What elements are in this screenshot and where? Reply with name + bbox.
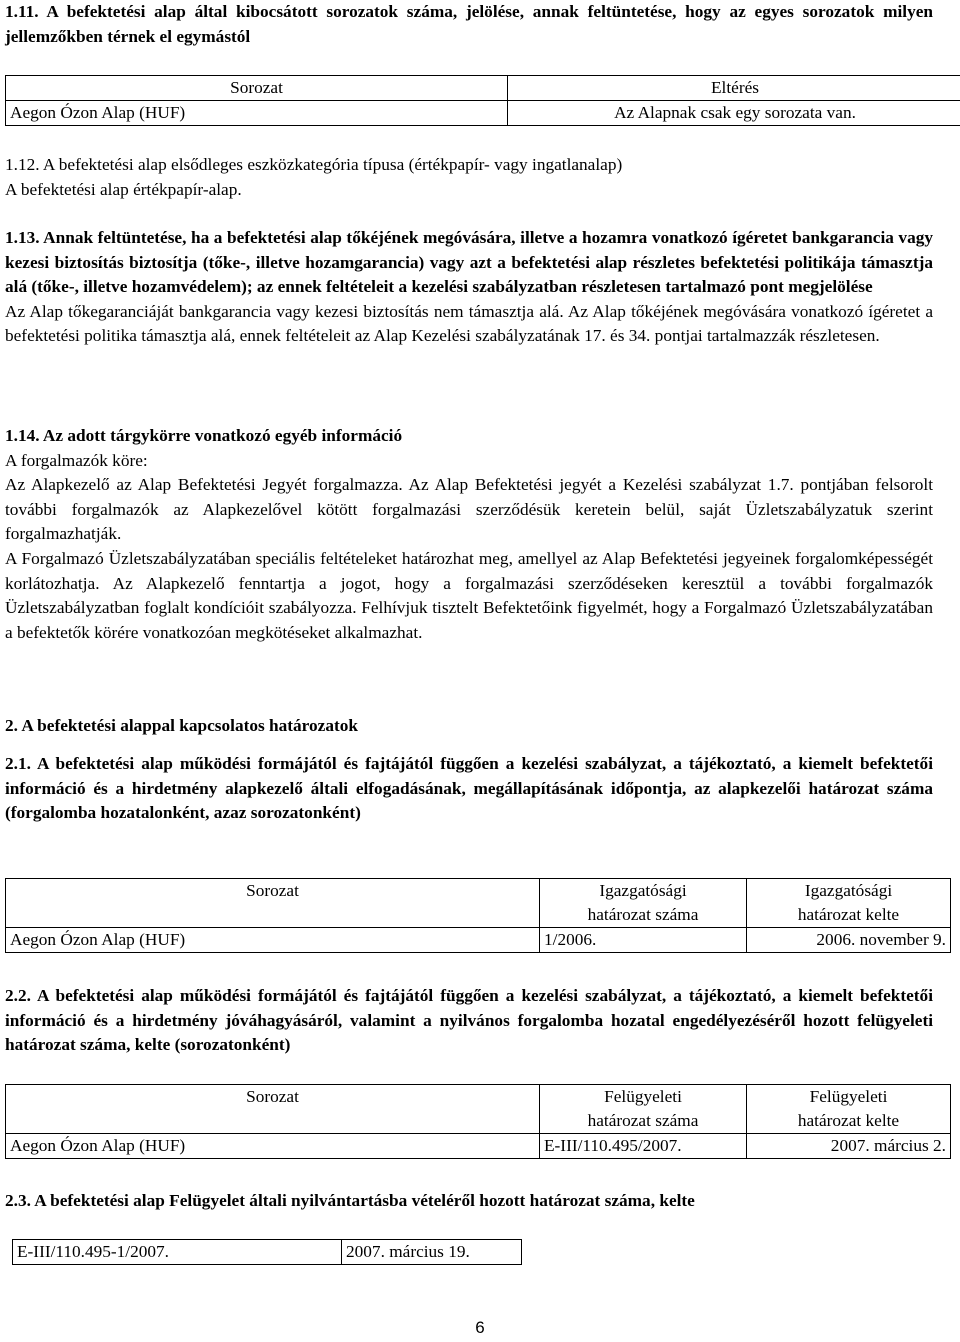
header-line: Igazgatósági [804,881,893,900]
header-line: Felügyeleti [809,1087,888,1106]
table-cell-resolution-date: 2006. november 9. [747,928,951,953]
section-1-12 [5,153,933,202]
section-1-14 [5,424,933,645]
table-header-difference: Eltérés [508,76,960,101]
series-difference-table [5,75,960,126]
section-1-14-title: 1.14. Az adott tárgykörre vonatkozó egyéb információ [5,426,403,445]
registration-table [12,1239,522,1265]
management-resolution-table [5,878,951,953]
table-cell-resolution-number: 1/2006. [540,928,747,953]
header-line: határozat kelte [797,1111,900,1130]
table-header-resolution-date [747,1085,951,1134]
table-cell-registration-number: E-III/110.495-1/2007. [13,1240,342,1265]
section-1-12-title: 1.12. A befektetési alap elsődleges eszközkategória típusa (értékpapír- vagy ingatlanalap) [5,155,623,174]
supervisory-resolution-table [5,1084,951,1159]
section-2-3-title: 2.3. A befektetési alap Felügyelet általi nyilvántartásba vételéről hozott határozat száma, kelte [5,1191,695,1210]
section-2-title: 2. A befektetési alappal kapcsolatos határozatok [5,716,358,735]
table-cell-resolution-number: E-III/110.495/2007. [540,1134,747,1159]
table-header-series: Sorozat [6,76,508,101]
section-1-12-body: A befektetési alap értékpapír-alap. [5,179,242,199]
header-line: határozat száma [587,905,699,924]
table-cell-registration-date: 2007. március 19. [342,1240,522,1265]
section-1-13-body: Az Alap tőkegaranciáját bankgarancia vagy kezesi biztosítás nem támasztja alá. Az Alap tőkéjének megóvására vonatkozó ígéretet a befektetési politika támasztja alá, ennek feltételeit az Alap Kezelési szabályzatának 17. és 34. pontjai tartalmazzák részletesen. [5,301,933,346]
section-1-14-p1: Az Alapkezelő az Alap Befektetési Jegyét forgalmazza. Az Alap Befektetési jegyét a Kezelési szabályzat 1.7. pontjában felsorolt további forgalmazók az Alapkezelővel kötött forgalmazási szerződésük keretein belül, saját Üzletszabályzatuk szerint forgalmazhatják. [5,475,933,544]
header-line: határozat száma [587,1111,699,1130]
section-1-14-subtitle: A forgalmazók köre: [5,450,148,470]
table-header-series: Sorozat [6,879,540,928]
table-cell-series: Aegon Ózon Alap (HUF) [6,1134,540,1159]
table-cell-resolution-date: 2007. március 2. [747,1134,951,1159]
section-1-13 [5,226,933,349]
section-2-1-title: 2.1. A befektetési alap működési formájától és fajtájától függően a kezelési szabályzat, a tájékoztató, a kiemelt befektetői információ és a hirdetmény alapkezelő általi elfogadásának, megállapításának időpontja, az alapkezelői határozat száma (forgalomba hozatalonként, azaz sorozatonként) [5,754,933,823]
table-cell-series: Aegon Ózon Alap (HUF) [6,101,508,126]
table-header-resolution-number [540,879,747,928]
section-1-13-title: 1.13. Annak feltüntetése, ha a befektetési alap tőkéjének megóvására, illetve a hozamra vonatkozó ígéretet bankgarancia vagy kezesi biztosítás biztosítja (tőke-, illetve hozamgarancia) vagy azt a befektetési alap részletes befektetési politikája támasztja alá (tőke-, illetve hozamvédelem); az ennek feltételeit a kezelési szabályzatban részletesen tartalmazó pont megjelölése [5,228,933,297]
header-line: Felügyeleti [604,1087,682,1106]
table-cell-difference: Az Alapnak csak egy sorozata van. [508,101,960,126]
table-cell-series: Aegon Ózon Alap (HUF) [6,928,540,953]
header-line: Igazgatósági [599,881,687,900]
page-number: 6 [475,1318,485,1337]
section-1-14-p2: A Forgalmazó Üzletszabályzatában speciális feltételeket határozhat meg, amellyel az Alap Befektetési jegyeinek forgalomképességét korlátozhatja. Az Alapkezelő fenntartja a jogot, hogy a forgalmazási szerződéseken keresztül a további forgalmazók Üzletszabályzatban foglalt kondícióit szabályozza. Felhívjuk tisztelt Befektetőink figyelmét, hogy a Forgalmazó Üzletszabályzatában a befektetők körére vonatkozóan megkötéseket alkalmazhat. [5,548,933,642]
table-header-resolution-date [747,879,951,928]
section-2-2-title: 2.2. A befektetési alap működési formájától és fajtájától függően a kezelési szabályzat, a tájékoztató, a kiemelt befektetői információ és a hirdetmény jóváhagyásáról, valamint a nyilvános forgalomba hozatal engedélyezéséről hozott felügyeleti határozat száma, kelte (sorozatonként) [5,986,933,1055]
section-1-11-title: 1.11. A befektetési alap által kibocsátott sorozatok száma, jelölése, annak feltüntetése, hogy az egyes sorozatok milyen jellemzőkben térnek el egymástól [5,2,933,46]
table-header-resolution-number [540,1085,747,1134]
header-line: határozat kelte [797,905,900,924]
table-header-series: Sorozat [6,1085,540,1134]
